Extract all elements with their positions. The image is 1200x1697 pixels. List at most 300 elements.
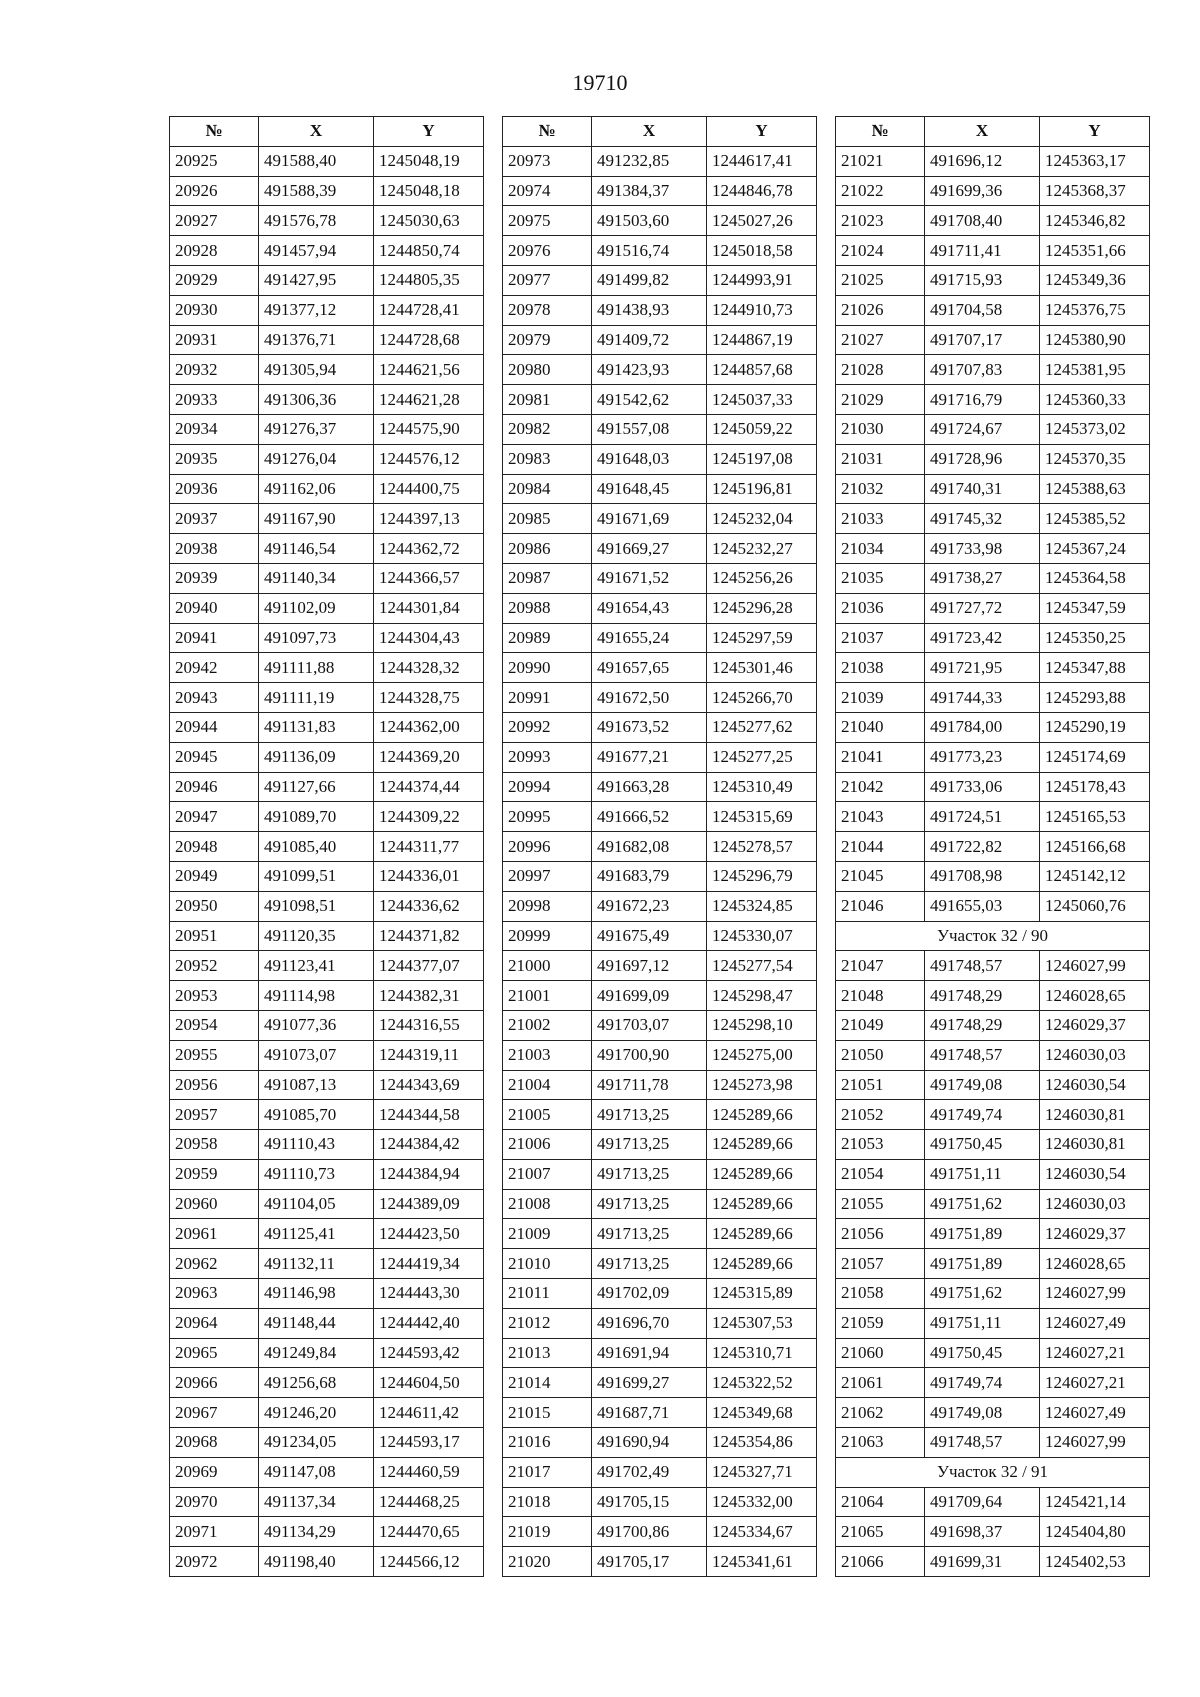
table-row <box>836 265 1150 295</box>
y-coordinate-cell: 1244369,20 <box>374 742 484 772</box>
y-coordinate-cell: 1244336,62 <box>374 891 484 921</box>
table-row <box>503 891 817 921</box>
x-coordinate-cell: 491675,49 <box>592 921 707 951</box>
y-coordinate-cell: 1244846,78 <box>707 176 817 206</box>
x-coordinate-cell: 491140,34 <box>259 563 374 593</box>
table-row <box>836 712 1150 742</box>
table-row <box>503 1130 817 1160</box>
y-coordinate-cell: 1246029,37 <box>1040 1010 1150 1040</box>
y-coordinate-cell: 1245332,00 <box>707 1487 817 1517</box>
table-row <box>503 1100 817 1130</box>
y-coordinate-cell: 1246030,54 <box>1040 1159 1150 1189</box>
y-coordinate-cell: 1245275,00 <box>707 1040 817 1070</box>
table-row <box>170 593 484 623</box>
x-coordinate-cell: 491748,57 <box>925 1040 1040 1070</box>
y-coordinate-cell: 1244460,59 <box>374 1457 484 1487</box>
point-number-cell: 21060 <box>836 1338 925 1368</box>
table-row <box>503 265 817 295</box>
table-row <box>503 712 817 742</box>
y-coordinate-cell: 1246027,21 <box>1040 1368 1150 1398</box>
point-number-cell: 21021 <box>836 146 925 176</box>
table-row <box>836 1338 1150 1368</box>
table-row <box>836 653 1150 683</box>
x-coordinate-cell: 491715,93 <box>925 265 1040 295</box>
x-coordinate-cell: 491234,05 <box>259 1428 374 1458</box>
y-coordinate-cell: 1244442,40 <box>374 1308 484 1338</box>
table-row <box>170 772 484 802</box>
y-coordinate-cell: 1245385,52 <box>1040 504 1150 534</box>
point-number-cell: 21007 <box>503 1159 592 1189</box>
table-row <box>170 1130 484 1160</box>
x-coordinate-cell: 491709,64 <box>925 1487 1040 1517</box>
table-row <box>170 832 484 862</box>
point-number-cell: 20930 <box>170 295 259 325</box>
table-row <box>836 1040 1150 1070</box>
x-coordinate-cell: 491697,12 <box>592 951 707 981</box>
x-coordinate-cell: 491748,29 <box>925 1010 1040 1040</box>
section-title: Участок 32 / 90 <box>836 921 1150 951</box>
point-number-cell: 20978 <box>503 295 592 325</box>
x-coordinate-cell: 491773,23 <box>925 742 1040 772</box>
y-coordinate-cell: 1245315,69 <box>707 802 817 832</box>
table-row <box>503 1517 817 1547</box>
y-coordinate-cell: 1244377,07 <box>374 951 484 981</box>
table-row <box>836 832 1150 862</box>
table-header-row <box>170 117 484 147</box>
point-number-cell: 21019 <box>503 1517 592 1547</box>
x-coordinate-cell: 491376,71 <box>259 325 374 355</box>
y-coordinate-cell: 1245060,76 <box>1040 891 1150 921</box>
point-number-cell: 20966 <box>170 1368 259 1398</box>
point-number-cell: 21046 <box>836 891 925 921</box>
x-coordinate-cell: 491384,37 <box>592 176 707 206</box>
x-coordinate-cell: 491740,31 <box>925 474 1040 504</box>
point-number-cell: 20929 <box>170 265 259 295</box>
point-number-cell: 20956 <box>170 1070 259 1100</box>
table-row <box>170 1219 484 1249</box>
header-y: Y <box>374 117 484 147</box>
point-number-cell: 20953 <box>170 981 259 1011</box>
point-number-cell: 21033 <box>836 504 925 534</box>
x-coordinate-cell: 491655,24 <box>592 623 707 653</box>
x-coordinate-cell: 491249,84 <box>259 1338 374 1368</box>
y-coordinate-cell: 1245178,43 <box>1040 772 1150 802</box>
y-coordinate-cell: 1245296,79 <box>707 861 817 891</box>
point-number-cell: 20999 <box>503 921 592 951</box>
section-row <box>836 1457 1150 1487</box>
y-coordinate-cell: 1245277,25 <box>707 742 817 772</box>
x-coordinate-cell: 491125,41 <box>259 1219 374 1249</box>
x-coordinate-cell: 491683,79 <box>592 861 707 891</box>
y-coordinate-cell: 1245289,66 <box>707 1159 817 1189</box>
point-number-cell: 21024 <box>836 236 925 266</box>
x-coordinate-cell: 491246,20 <box>259 1398 374 1428</box>
y-coordinate-cell: 1244443,30 <box>374 1279 484 1309</box>
x-coordinate-cell: 491132,11 <box>259 1249 374 1279</box>
x-coordinate-cell: 491657,65 <box>592 653 707 683</box>
table-row <box>836 1070 1150 1100</box>
table-row <box>170 981 484 1011</box>
point-number-cell: 21003 <box>503 1040 592 1070</box>
x-coordinate-cell: 491751,89 <box>925 1219 1040 1249</box>
x-coordinate-cell: 491711,41 <box>925 236 1040 266</box>
point-number-cell: 20990 <box>503 653 592 683</box>
table-row <box>503 385 817 415</box>
y-coordinate-cell: 1245256,26 <box>707 563 817 593</box>
x-coordinate-cell: 491699,36 <box>925 176 1040 206</box>
point-number-cell: 21052 <box>836 1100 925 1130</box>
y-coordinate-cell: 1245266,70 <box>707 683 817 713</box>
point-number-cell: 21014 <box>503 1368 592 1398</box>
point-number-cell: 21059 <box>836 1308 925 1338</box>
point-number-cell: 20931 <box>170 325 259 355</box>
x-coordinate-cell: 491707,17 <box>925 325 1040 355</box>
point-number-cell: 20935 <box>170 444 259 474</box>
point-number-cell: 20925 <box>170 146 259 176</box>
y-coordinate-cell: 1246030,03 <box>1040 1040 1150 1070</box>
point-number-cell: 20974 <box>503 176 592 206</box>
point-number-cell: 21026 <box>836 295 925 325</box>
table-row <box>836 1219 1150 1249</box>
x-coordinate-cell: 491147,08 <box>259 1457 374 1487</box>
x-coordinate-cell: 491073,07 <box>259 1040 374 1070</box>
x-coordinate-cell: 491713,25 <box>592 1219 707 1249</box>
table-row <box>836 563 1150 593</box>
y-coordinate-cell: 1245197,08 <box>707 444 817 474</box>
y-coordinate-cell: 1245327,71 <box>707 1457 817 1487</box>
header-y: Y <box>707 117 817 147</box>
y-coordinate-cell: 1244993,91 <box>707 265 817 295</box>
point-number-cell: 20934 <box>170 414 259 444</box>
x-coordinate-cell: 491738,27 <box>925 563 1040 593</box>
table-row <box>503 146 817 176</box>
x-coordinate-cell: 491733,06 <box>925 772 1040 802</box>
y-coordinate-cell: 1244328,32 <box>374 653 484 683</box>
x-coordinate-cell: 491700,90 <box>592 1040 707 1070</box>
point-number-cell: 21030 <box>836 414 925 444</box>
y-coordinate-cell: 1244604,50 <box>374 1368 484 1398</box>
y-coordinate-cell: 1246027,49 <box>1040 1308 1150 1338</box>
x-coordinate-cell: 491749,08 <box>925 1398 1040 1428</box>
y-coordinate-cell: 1244304,43 <box>374 623 484 653</box>
table-row <box>170 444 484 474</box>
point-number-cell: 20973 <box>503 146 592 176</box>
point-number-cell: 21054 <box>836 1159 925 1189</box>
point-number-cell: 21049 <box>836 1010 925 1040</box>
y-coordinate-cell: 1245293,88 <box>1040 683 1150 713</box>
point-number-cell: 21057 <box>836 1249 925 1279</box>
y-coordinate-cell: 1245277,54 <box>707 951 817 981</box>
y-coordinate-cell: 1245289,66 <box>707 1100 817 1130</box>
y-coordinate-cell: 1244805,35 <box>374 265 484 295</box>
table-row <box>503 832 817 862</box>
point-number-cell: 21062 <box>836 1398 925 1428</box>
y-coordinate-cell: 1246027,99 <box>1040 1428 1150 1458</box>
table-row <box>170 355 484 385</box>
table-row <box>836 206 1150 236</box>
y-coordinate-cell: 1245165,53 <box>1040 802 1150 832</box>
y-coordinate-cell: 1244319,11 <box>374 1040 484 1070</box>
table-row <box>170 414 484 444</box>
y-coordinate-cell: 1245297,59 <box>707 623 817 653</box>
point-number-cell: 21047 <box>836 951 925 981</box>
y-coordinate-cell: 1245354,86 <box>707 1428 817 1458</box>
point-number-cell: 21044 <box>836 832 925 862</box>
coordinates-table-1 <box>169 116 484 1577</box>
y-coordinate-cell: 1244621,56 <box>374 355 484 385</box>
point-number-cell: 20964 <box>170 1308 259 1338</box>
point-number-cell: 20949 <box>170 861 259 891</box>
x-coordinate-cell: 491703,07 <box>592 1010 707 1040</box>
y-coordinate-cell: 1245037,33 <box>707 385 817 415</box>
table-row <box>503 951 817 981</box>
header-y: Y <box>1040 117 1150 147</box>
y-coordinate-cell: 1245301,46 <box>707 653 817 683</box>
table-row <box>836 1487 1150 1517</box>
point-number-cell: 21018 <box>503 1487 592 1517</box>
x-coordinate-cell: 491134,29 <box>259 1517 374 1547</box>
point-number-cell: 20954 <box>170 1010 259 1040</box>
table-row <box>170 1279 484 1309</box>
coordinates-table-3 <box>835 116 1150 1577</box>
y-coordinate-cell: 1246030,81 <box>1040 1130 1150 1160</box>
x-coordinate-cell: 491306,36 <box>259 385 374 415</box>
point-number-cell: 20970 <box>170 1487 259 1517</box>
point-number-cell: 21063 <box>836 1428 925 1458</box>
point-number-cell: 21009 <box>503 1219 592 1249</box>
point-number-cell: 21041 <box>836 742 925 772</box>
point-number-cell: 20937 <box>170 504 259 534</box>
x-coordinate-cell: 491687,71 <box>592 1398 707 1428</box>
x-coordinate-cell: 491672,50 <box>592 683 707 713</box>
y-coordinate-cell: 1244593,42 <box>374 1338 484 1368</box>
x-coordinate-cell: 491136,09 <box>259 742 374 772</box>
table-row <box>503 563 817 593</box>
point-number-cell: 20993 <box>503 742 592 772</box>
y-coordinate-cell: 1246027,21 <box>1040 1338 1150 1368</box>
y-coordinate-cell: 1244867,19 <box>707 325 817 355</box>
table-row <box>836 504 1150 534</box>
point-number-cell: 21050 <box>836 1040 925 1070</box>
x-coordinate-cell: 491305,94 <box>259 355 374 385</box>
point-number-cell: 21016 <box>503 1428 592 1458</box>
y-coordinate-cell: 1245364,58 <box>1040 563 1150 593</box>
x-coordinate-cell: 491146,98 <box>259 1279 374 1309</box>
y-coordinate-cell: 1245388,63 <box>1040 474 1150 504</box>
section-title: Участок 32 / 91 <box>836 1457 1150 1487</box>
point-number-cell: 20952 <box>170 951 259 981</box>
table-row <box>836 385 1150 415</box>
table-row <box>836 772 1150 802</box>
x-coordinate-cell: 491409,72 <box>592 325 707 355</box>
x-coordinate-cell: 491745,32 <box>925 504 1040 534</box>
x-coordinate-cell: 491713,25 <box>592 1189 707 1219</box>
point-number-cell: 20982 <box>503 414 592 444</box>
x-coordinate-cell: 491705,17 <box>592 1547 707 1577</box>
table-row <box>503 653 817 683</box>
table-row <box>503 1547 817 1577</box>
x-coordinate-cell: 491669,27 <box>592 534 707 564</box>
x-coordinate-cell: 491721,95 <box>925 653 1040 683</box>
x-coordinate-cell: 491708,98 <box>925 861 1040 891</box>
y-coordinate-cell: 1245142,12 <box>1040 861 1150 891</box>
y-coordinate-cell: 1245347,59 <box>1040 593 1150 623</box>
y-coordinate-cell: 1245367,24 <box>1040 534 1150 564</box>
table-row <box>503 1338 817 1368</box>
x-coordinate-cell: 491111,19 <box>259 683 374 713</box>
table-row <box>836 444 1150 474</box>
x-coordinate-cell: 491232,85 <box>592 146 707 176</box>
y-coordinate-cell: 1245376,75 <box>1040 295 1150 325</box>
table-row <box>503 1070 817 1100</box>
point-number-cell: 20968 <box>170 1428 259 1458</box>
y-coordinate-cell: 1245232,27 <box>707 534 817 564</box>
table-row <box>503 742 817 772</box>
x-coordinate-cell: 491724,51 <box>925 802 1040 832</box>
x-coordinate-cell: 491682,08 <box>592 832 707 862</box>
point-number-cell: 20945 <box>170 742 259 772</box>
y-coordinate-cell: 1245315,89 <box>707 1279 817 1309</box>
y-coordinate-cell: 1246029,37 <box>1040 1219 1150 1249</box>
y-coordinate-cell: 1245307,53 <box>707 1308 817 1338</box>
point-number-cell: 21028 <box>836 355 925 385</box>
point-number-cell: 20936 <box>170 474 259 504</box>
table-row <box>836 891 1150 921</box>
point-number-cell: 20928 <box>170 236 259 266</box>
point-number-cell: 21055 <box>836 1189 925 1219</box>
y-coordinate-cell: 1245059,22 <box>707 414 817 444</box>
table-row <box>170 325 484 355</box>
y-coordinate-cell: 1246027,99 <box>1040 951 1150 981</box>
y-coordinate-cell: 1244611,42 <box>374 1398 484 1428</box>
point-number-cell: 20957 <box>170 1100 259 1130</box>
table-row <box>503 1368 817 1398</box>
y-coordinate-cell: 1245289,66 <box>707 1189 817 1219</box>
y-coordinate-cell: 1244362,00 <box>374 712 484 742</box>
point-number-cell: 20941 <box>170 623 259 653</box>
point-number-cell: 20994 <box>503 772 592 802</box>
x-coordinate-cell: 491427,95 <box>259 265 374 295</box>
point-number-cell: 21015 <box>503 1398 592 1428</box>
table-row <box>836 325 1150 355</box>
point-number-cell: 21000 <box>503 951 592 981</box>
x-coordinate-cell: 491423,93 <box>592 355 707 385</box>
table-row <box>170 802 484 832</box>
x-coordinate-cell: 491102,09 <box>259 593 374 623</box>
table-row <box>836 176 1150 206</box>
table-row <box>836 1308 1150 1338</box>
point-number-cell: 20996 <box>503 832 592 862</box>
y-coordinate-cell: 1245349,68 <box>707 1398 817 1428</box>
x-coordinate-cell: 491696,70 <box>592 1308 707 1338</box>
header-x: X <box>259 117 374 147</box>
y-coordinate-cell: 1244470,65 <box>374 1517 484 1547</box>
y-coordinate-cell: 1244374,44 <box>374 772 484 802</box>
y-coordinate-cell: 1246030,03 <box>1040 1189 1150 1219</box>
x-coordinate-cell: 491702,49 <box>592 1457 707 1487</box>
point-number-cell: 21056 <box>836 1219 925 1249</box>
y-coordinate-cell: 1244468,25 <box>374 1487 484 1517</box>
x-coordinate-cell: 491671,69 <box>592 504 707 534</box>
y-coordinate-cell: 1245196,81 <box>707 474 817 504</box>
point-number-cell: 21011 <box>503 1279 592 1309</box>
table-row <box>170 1040 484 1070</box>
y-coordinate-cell: 1244371,82 <box>374 921 484 951</box>
point-number-cell: 20972 <box>170 1547 259 1577</box>
x-coordinate-cell: 491198,40 <box>259 1547 374 1577</box>
point-number-cell: 20989 <box>503 623 592 653</box>
table-row <box>503 414 817 444</box>
x-coordinate-cell: 491663,28 <box>592 772 707 802</box>
y-coordinate-cell: 1245330,07 <box>707 921 817 951</box>
point-number-cell: 20975 <box>503 206 592 236</box>
x-coordinate-cell: 491750,45 <box>925 1130 1040 1160</box>
table-row <box>503 981 817 1011</box>
header-number: № <box>503 117 592 147</box>
x-coordinate-cell: 491114,98 <box>259 981 374 1011</box>
point-number-cell: 21035 <box>836 563 925 593</box>
x-coordinate-cell: 491131,83 <box>259 712 374 742</box>
point-number-cell: 20948 <box>170 832 259 862</box>
table-row <box>170 623 484 653</box>
x-coordinate-cell: 491576,78 <box>259 206 374 236</box>
y-coordinate-cell: 1246030,54 <box>1040 1070 1150 1100</box>
point-number-cell: 21038 <box>836 653 925 683</box>
point-number-cell: 20962 <box>170 1249 259 1279</box>
table-row <box>170 534 484 564</box>
x-coordinate-cell: 491699,27 <box>592 1368 707 1398</box>
x-coordinate-cell: 491148,44 <box>259 1308 374 1338</box>
table-row <box>170 176 484 206</box>
table-row <box>503 355 817 385</box>
point-number-cell: 21032 <box>836 474 925 504</box>
point-number-cell: 20977 <box>503 265 592 295</box>
x-coordinate-cell: 491648,45 <box>592 474 707 504</box>
point-number-cell: 21040 <box>836 712 925 742</box>
table-row <box>170 1487 484 1517</box>
y-coordinate-cell: 1245273,98 <box>707 1070 817 1100</box>
table-row <box>503 1189 817 1219</box>
point-number-cell: 20976 <box>503 236 592 266</box>
point-number-cell: 20960 <box>170 1189 259 1219</box>
y-coordinate-cell: 1244336,01 <box>374 861 484 891</box>
point-number-cell: 20987 <box>503 563 592 593</box>
y-coordinate-cell: 1245341,61 <box>707 1547 817 1577</box>
x-coordinate-cell: 491162,06 <box>259 474 374 504</box>
table-row <box>836 1368 1150 1398</box>
table-row <box>503 325 817 355</box>
point-number-cell: 21023 <box>836 206 925 236</box>
point-number-cell: 20959 <box>170 1159 259 1189</box>
x-coordinate-cell: 491655,03 <box>925 891 1040 921</box>
point-number-cell: 20961 <box>170 1219 259 1249</box>
table-row <box>503 1219 817 1249</box>
point-number-cell: 20942 <box>170 653 259 683</box>
x-coordinate-cell: 491673,52 <box>592 712 707 742</box>
table-header-row <box>503 117 817 147</box>
point-number-cell: 21066 <box>836 1547 925 1577</box>
point-number-cell: 20998 <box>503 891 592 921</box>
table-row <box>836 236 1150 266</box>
point-number-cell: 21058 <box>836 1279 925 1309</box>
x-coordinate-cell: 491744,33 <box>925 683 1040 713</box>
x-coordinate-cell: 491707,83 <box>925 355 1040 385</box>
x-coordinate-cell: 491704,58 <box>925 295 1040 325</box>
point-number-cell: 21065 <box>836 1517 925 1547</box>
table-body <box>836 146 1150 1576</box>
point-number-cell: 20951 <box>170 921 259 951</box>
x-coordinate-cell: 491588,40 <box>259 146 374 176</box>
